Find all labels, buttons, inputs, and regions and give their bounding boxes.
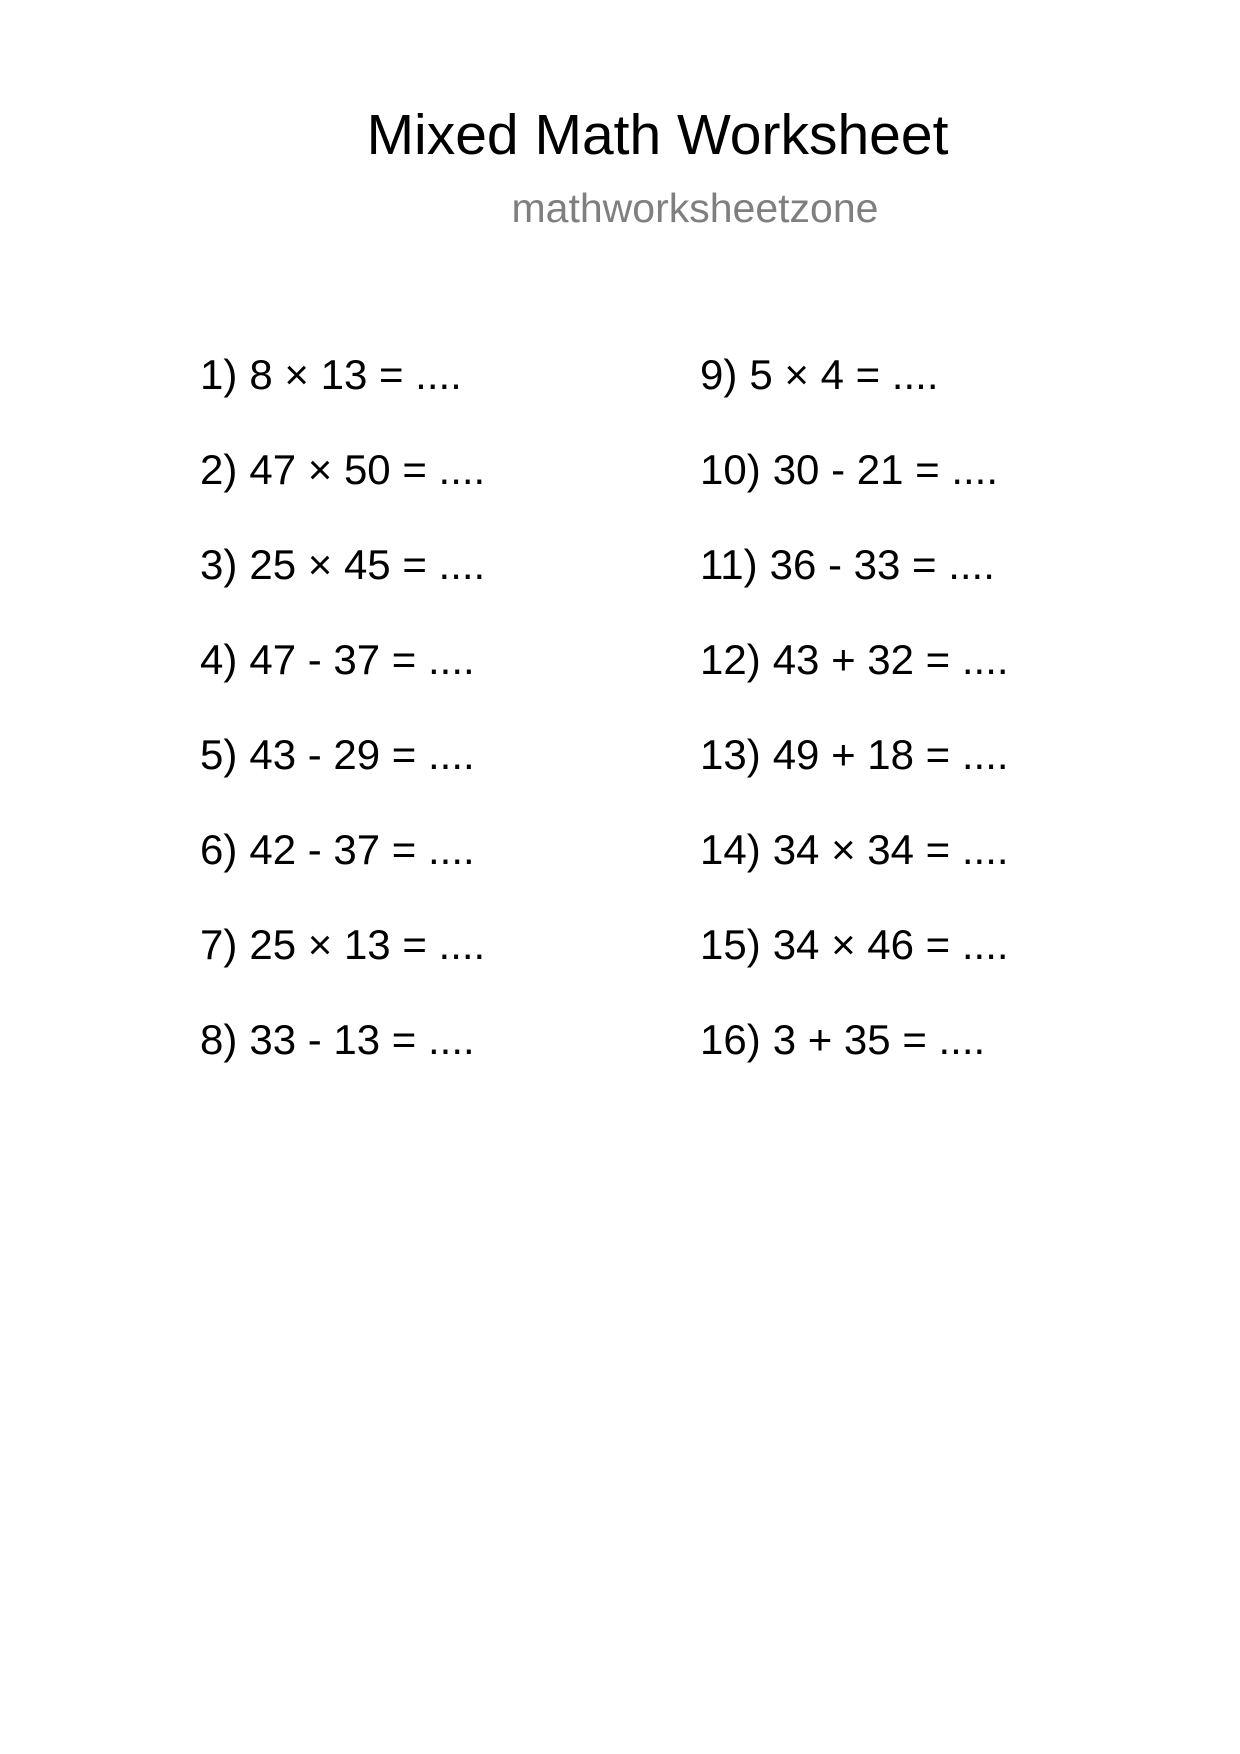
problem-item	[700, 1015, 1009, 1110]
problem-expression: 8 × 13 = ....	[249, 351, 462, 398]
problem-expression: 47 × 50 = ....	[249, 446, 486, 493]
problem-column-left	[200, 350, 485, 1110]
problem-expression: 47 - 37 = ....	[249, 636, 475, 683]
problem-expression: 3 + 35 = ....	[772, 1016, 986, 1063]
problem-item	[700, 540, 1009, 635]
problem-item	[700, 825, 1009, 920]
page-title: Mixed Math Worksheet	[366, 103, 949, 167]
problem-number: 13)	[700, 731, 761, 778]
problem-expression: 36 - 33 = ....	[769, 541, 995, 588]
problem-item	[200, 1015, 485, 1110]
problem-number: 15)	[700, 921, 761, 968]
problem-item	[700, 445, 1009, 540]
problem-item	[200, 730, 485, 825]
problem-number: 7)	[200, 921, 238, 968]
problem-item	[200, 920, 485, 1015]
problem-expression: 43 - 29 = ....	[249, 731, 475, 778]
problem-expression: 43 + 32 = ....	[772, 636, 1009, 683]
problem-number: 1)	[200, 351, 238, 398]
problem-item	[200, 635, 485, 730]
problem-number: 9)	[700, 351, 738, 398]
problem-expression: 25 × 45 = ....	[249, 541, 486, 588]
page-subtitle: mathworksheetzone	[511, 185, 879, 231]
problem-item	[700, 635, 1009, 730]
problem-expression: 42 - 37 = ....	[249, 826, 475, 873]
problem-number: 8)	[200, 1016, 238, 1063]
problem-item	[200, 350, 485, 445]
problem-item	[200, 540, 485, 635]
problem-number: 11)	[700, 541, 758, 588]
problem-expression: 34 × 34 = ....	[772, 826, 1009, 873]
problem-expression: 25 × 13 = ....	[249, 921, 486, 968]
problem-item	[700, 730, 1009, 825]
problem-item	[700, 350, 1009, 445]
problem-expression: 5 × 4 = ....	[749, 351, 939, 398]
problem-number: 14)	[700, 826, 761, 873]
problem-item	[200, 445, 485, 540]
problem-number: 3)	[200, 541, 238, 588]
problem-number: 12)	[700, 636, 761, 683]
problem-item	[200, 825, 485, 920]
problem-column-right	[700, 350, 1009, 1110]
problem-number: 10)	[700, 446, 761, 493]
problem-expression: 49 + 18 = ....	[772, 731, 1009, 778]
problem-expression: 34 × 46 = ....	[772, 921, 1009, 968]
problem-number: 5)	[200, 731, 238, 778]
problem-expression: 33 - 13 = ....	[249, 1016, 475, 1063]
problem-number: 2)	[200, 446, 238, 493]
problem-item	[700, 920, 1009, 1015]
problem-expression: 30 - 21 = ....	[772, 446, 999, 493]
problem-number: 6)	[200, 826, 238, 873]
problem-number: 4)	[200, 636, 238, 683]
problem-number: 16)	[700, 1016, 761, 1063]
